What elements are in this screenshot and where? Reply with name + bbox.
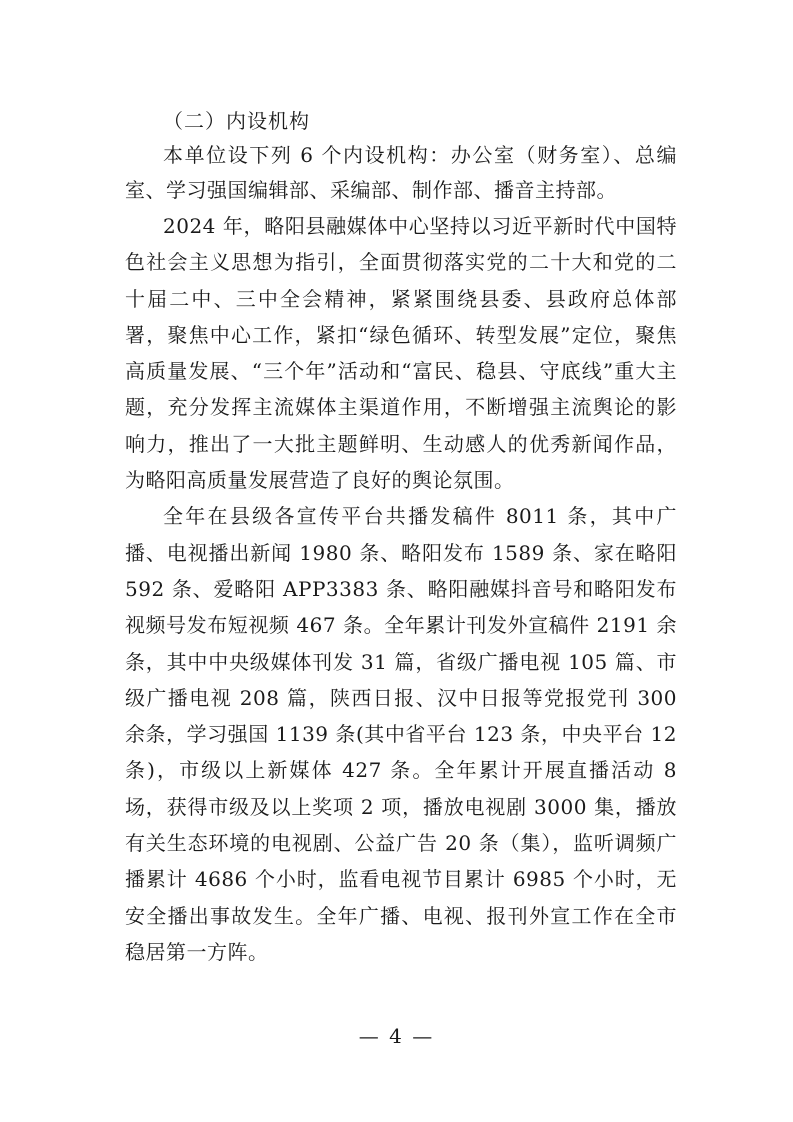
page-number: — 4 — bbox=[358, 1024, 435, 1048]
paragraph-annual-statistics: 全年在县级各宣传平台共播发稿件 8011 条，其中广播、电视播出新闻 1980 条、略阳发布 1589 条、家在略阳 592 条、爱略阳 APP3383 条、略阳融媒抖音号和略阳发布视频号发布短视频 467 条。全年累计刊发外宣稿件 2191 余条，其中中央级媒体刊发 31 篇，省级广播电视 105 篇、市级广播电视 208 篇，陕西日报、汉中日报等党报党刊 300 余条，学习强国 1139 条(其中省平台 123 条，中央平台 12 条)，市级以上新媒体 427 条。全年累计开展直播活动 8 场，获得市级及以上奖项 2 项，播放电视剧 3000 集，播放有关生态环境的电视剧、公益广告 20 条（集），监听调频广播累计 4686 个小时，监看电视节目累计 6985 个小时，无安全播出事故发生。全年广播、电视、报刊外宣工作在全市稳居第一方阵。 bbox=[125, 504, 677, 964]
section-heading: （二）内设机构 bbox=[163, 109, 310, 133]
document-body bbox=[125, 104, 677, 970]
paragraph-annual-overview: 2024 年，略阳县融媒体中心坚持以习近平新时代中国特色社会主义思想为指引，全面贯彻落实党的二十大和党的二十届二中、三中全会精神，紧紧围绕县委、县政府总体部署，聚焦中心工作，紧扣“绿色循环、转型发展”定位，聚焦高质量发展、“三个年”活动和“富民、稳县、守底线”重大主题，充分发挥主流媒体主渠道作用，不断增强主流舆论的影响力，推出了一大批主题鲜明、生动感人的优秀新闻作品，为略阳高质量发展营造了良好的舆论氛围。 bbox=[125, 214, 677, 493]
paragraph-internal-departments: 本单位设下列 6 个内设机构：办公室（财务室）、总编室、学习强国编辑部、采编部、制作部、播音主持部。 bbox=[125, 143, 677, 202]
